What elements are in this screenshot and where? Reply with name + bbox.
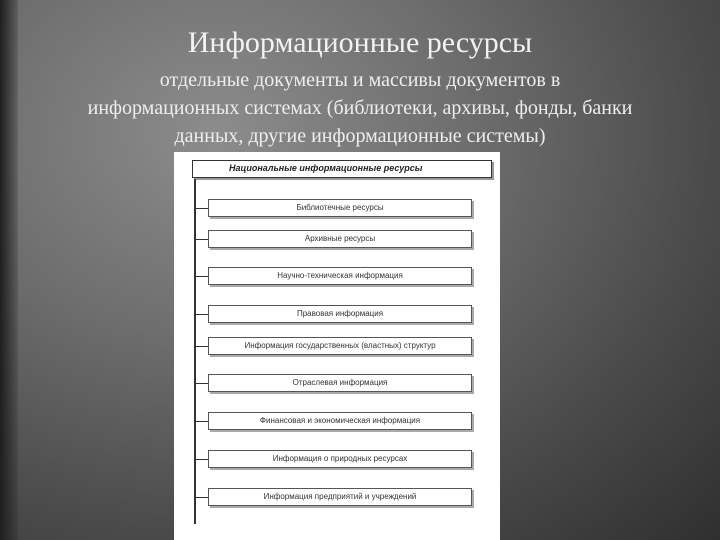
subtitle-line-2: информационных системах (библиотеки, архивы, фонды, банки (87, 97, 633, 119)
connector (195, 459, 208, 460)
connector (195, 239, 208, 240)
connector (195, 383, 208, 384)
diagram-item-archive: Архивные ресурсы (208, 230, 472, 248)
subtitle-line-1: отдельные документы и массивы документов в (159, 69, 561, 91)
diagram-item-nature: Информация о природных ресурсах (208, 450, 472, 468)
diagram-root-box: Национальные информационные ресурсы (192, 160, 492, 178)
slide-subtitle (20, 66, 700, 150)
connector (195, 421, 208, 422)
connector (195, 346, 208, 347)
diagram-item-government: Информация государственных (властных) структур (208, 337, 472, 355)
diagram-spine-line (194, 179, 196, 524)
slide-frame-edge (0, 0, 18, 540)
connector (195, 276, 208, 277)
diagram-item-finance: Финансовая и экономическая информация (208, 412, 472, 430)
resources-diagram (174, 152, 500, 540)
connector (195, 208, 208, 209)
subtitle-line-3: данных, другие информационные системы) (174, 125, 546, 147)
diagram-item-library: Библиотечные ресурсы (208, 199, 472, 217)
diagram-item-enterprise: Информация предприятий и учреждений (208, 488, 472, 506)
connector (195, 314, 208, 315)
slide-title: Информационные ресурсы (187, 26, 533, 59)
diagram-item-scientific: Научно-техническая информация (208, 267, 472, 285)
connector (195, 497, 208, 498)
diagram-item-industry: Отраслевая информация (208, 374, 472, 392)
diagram-item-legal: Правовая информация (208, 305, 472, 323)
